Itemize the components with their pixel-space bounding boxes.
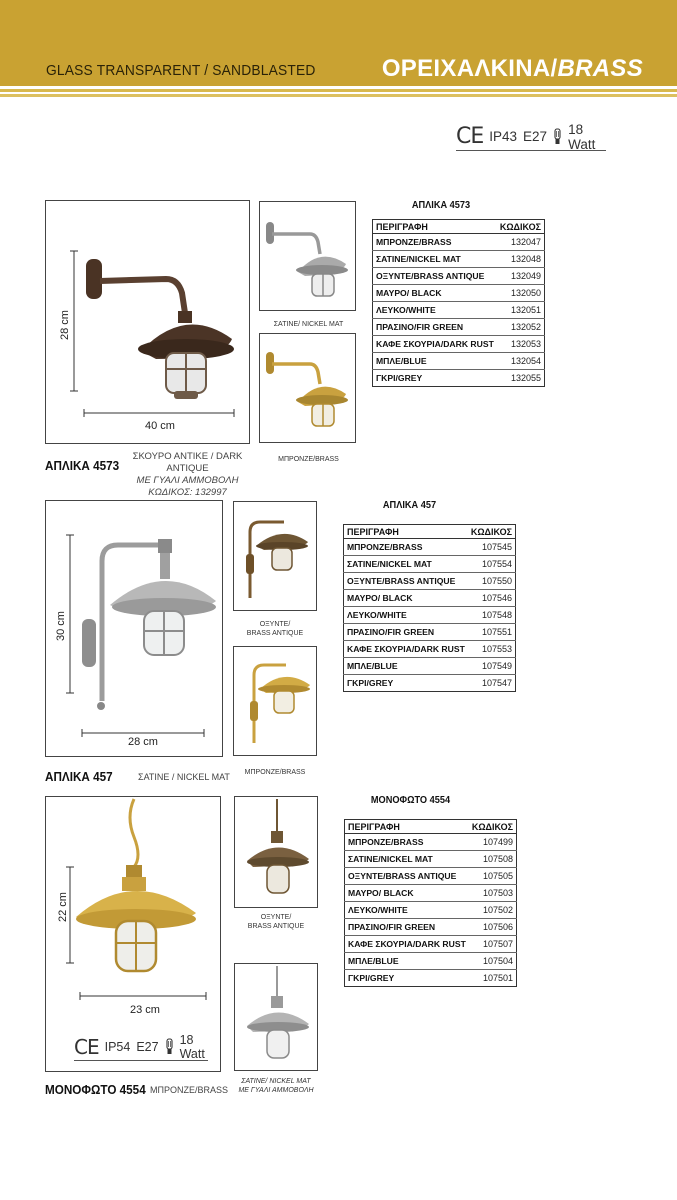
row-description: ΓΚΡΙ/GREY bbox=[376, 373, 423, 383]
table-row bbox=[373, 302, 545, 319]
table-row bbox=[344, 607, 516, 624]
certification-row bbox=[74, 1033, 208, 1061]
table-row bbox=[373, 251, 545, 268]
row-code: 107550 bbox=[468, 573, 516, 590]
row-description: ΜΑΥΡΟ/ BLACK bbox=[345, 885, 469, 902]
row-description: ΣΑΤΙΝΕ/NICKEL MAT bbox=[345, 851, 469, 868]
table-row bbox=[373, 234, 545, 251]
row-description: ΜΠΛΕ/BLUE bbox=[344, 658, 468, 675]
table-row bbox=[345, 851, 517, 868]
row-description: ΜΠΛΕ/BLUE bbox=[373, 353, 497, 370]
socket-type: E27 bbox=[523, 129, 548, 144]
row-code: 107503 bbox=[469, 885, 517, 902]
wall-lamp-brass-image bbox=[260, 334, 357, 444]
column-header: ΚΩΔΙΚΟΣ bbox=[468, 525, 516, 539]
table-row bbox=[344, 539, 516, 556]
variant-caption bbox=[234, 1077, 318, 1095]
row-description: ΓΚΡΙ/GREY bbox=[347, 678, 394, 688]
table-row bbox=[344, 624, 516, 641]
note-line: ΜΕ ΓΥΑΛΙ ΑΜΜΟΒΟΛΗ bbox=[136, 475, 239, 486]
main-product-photo bbox=[45, 500, 223, 757]
row-code: 107502 bbox=[469, 902, 517, 919]
row-code: 107504 bbox=[469, 953, 517, 970]
variant-photo-brass-antique bbox=[234, 796, 318, 908]
height-dimension: 22 cm bbox=[57, 892, 69, 922]
note-line: ΚΩΔΙΚΟΣ: 132997 bbox=[148, 487, 227, 498]
row-code: 132051 bbox=[497, 302, 545, 319]
product-name: ΜΟΝΟΦΩΤΟ 4554 bbox=[45, 1082, 146, 1097]
caption-line: ΜΕ ΓΥΑΛΙ ΑΜΜΟΒΟΛΗ bbox=[238, 1087, 314, 1094]
row-code: 132053 bbox=[497, 336, 545, 353]
row-description: ΛΕΥΚΟ/WHITE bbox=[345, 902, 469, 919]
spec-table bbox=[344, 819, 517, 987]
table-row bbox=[345, 953, 517, 970]
width-dimension: 23 cm bbox=[130, 1004, 160, 1016]
table-row bbox=[345, 885, 517, 902]
certification-row bbox=[456, 123, 606, 151]
height-dimension: 28 cm bbox=[59, 310, 71, 340]
row-description: ΛΕΥΚΟ/WHITE bbox=[344, 607, 468, 624]
row-description: ΣΑΤΙΝΕ/NICKEL MAT bbox=[373, 251, 497, 268]
row-description: ΟΞΥΝΤΕ/BRASS ANTIQUE bbox=[373, 268, 497, 285]
socket-type: E27 bbox=[136, 1039, 159, 1054]
table-row bbox=[373, 285, 545, 302]
table-row bbox=[344, 590, 516, 607]
table-header-row bbox=[344, 525, 516, 539]
table-header-row bbox=[373, 220, 545, 234]
table-row bbox=[345, 834, 517, 851]
table-row bbox=[373, 370, 545, 387]
variant-caption: ΣΑΤΙΝΕ/ NICKEL MAT bbox=[273, 321, 344, 328]
row-code: 132048 bbox=[497, 251, 545, 268]
variant-photo-brass bbox=[259, 333, 356, 443]
row-code: 107551 bbox=[468, 624, 516, 641]
row-code: 107506 bbox=[469, 919, 517, 936]
spec-table bbox=[372, 219, 545, 387]
row-code: 132055 bbox=[510, 373, 542, 383]
table-row bbox=[344, 675, 516, 692]
product-name: ΑΠΛΙΚΑ 4573 bbox=[45, 458, 120, 473]
row-description: ΟΞΥΝΤΕ/BRASS ANTIQUE bbox=[345, 868, 469, 885]
caption-line: BRASS ANTIQUE bbox=[246, 630, 304, 637]
header-title bbox=[382, 55, 643, 83]
row-description: ΟΞΥΝΤΕ/BRASS ANTIQUE bbox=[344, 573, 468, 590]
product-name: ΑΠΛΙΚΑ 457 bbox=[45, 769, 113, 784]
row-code: 132054 bbox=[497, 353, 545, 370]
table-row bbox=[345, 919, 517, 936]
row-code: 107549 bbox=[468, 658, 516, 675]
bulb-icon bbox=[165, 1038, 174, 1056]
spec-table bbox=[343, 524, 516, 692]
column-header: ΠΕΡΙΓΡΑΦΗ bbox=[344, 525, 468, 539]
table-row bbox=[344, 573, 516, 590]
bulb-icon bbox=[553, 128, 562, 146]
row-code: 107505 bbox=[469, 868, 517, 885]
header-title-greek: ΟΡΕΙΧΑΛΚΙΝΑ/ bbox=[381, 55, 558, 82]
row-code: 107499 bbox=[469, 834, 517, 851]
row-code: 132049 bbox=[497, 268, 545, 285]
row-code: 107546 bbox=[468, 590, 516, 607]
wattage: 18 Watt bbox=[568, 121, 596, 152]
caption-line: ΣΑΤΙΝΕ/ NICKEL MAT bbox=[241, 1078, 311, 1085]
row-description: ΜΑΥΡΟ/ BLACK bbox=[344, 590, 468, 607]
table-row bbox=[345, 970, 517, 987]
ce-mark: CE bbox=[74, 1034, 99, 1059]
table-row bbox=[345, 868, 517, 885]
main-product-photo bbox=[45, 796, 221, 1072]
row-code: 107548 bbox=[468, 607, 516, 624]
row-code: 132052 bbox=[497, 319, 545, 336]
row-description: ΚΑΦΕ ΣΚΟΥΡΙΑ/DARK RUST bbox=[373, 336, 497, 353]
wall-lamp-nickel-image bbox=[46, 501, 224, 758]
height-dimension: 30 cm bbox=[55, 611, 67, 641]
wall-lamp-brass-image bbox=[234, 647, 318, 757]
table-row bbox=[344, 658, 516, 675]
ip-rating: IP54 bbox=[104, 1039, 131, 1054]
caption-line: ΟΞΥΝΤΕ/ bbox=[260, 914, 292, 921]
row-description: ΣΑΤΙΝΕ/NICKEL MAT bbox=[344, 556, 468, 573]
table-row bbox=[373, 353, 545, 370]
table-title: ΑΠΛΙΚΑ 457 bbox=[382, 500, 437, 511]
width-dimension: 28 cm bbox=[128, 736, 158, 748]
row-code: 132050 bbox=[497, 285, 545, 302]
ce-mark: CE bbox=[456, 124, 484, 149]
wall-lamp-dark-antique-image bbox=[46, 201, 251, 445]
row-code: 132047 bbox=[497, 234, 545, 251]
pendant-lamp-brass-antique-image bbox=[235, 797, 319, 909]
row-description: ΛΕΥΚΟ/WHITE bbox=[373, 302, 497, 319]
pendant-lamp-nickel-image bbox=[235, 964, 319, 1072]
row-description: ΜΠΡΟΝΖΕ/BRASS bbox=[373, 234, 497, 251]
row-code: 107507 bbox=[469, 936, 517, 953]
row-description: ΚΑΦΕ ΣΚΟΥΡΙΑ/DARK RUST bbox=[345, 936, 469, 953]
table-row bbox=[344, 556, 516, 573]
row-description: ΠΡΑΣΙΝΟ/FIR GREEN bbox=[373, 319, 497, 336]
variant-photo-brass bbox=[233, 646, 317, 756]
row-description: ΜΑΥΡΟ/ BLACK bbox=[373, 285, 497, 302]
caption-line: ΟΞΥΝΤΕ/ bbox=[259, 621, 291, 628]
table-title: ΜΟΝΟΦΩΤΟ 4554 bbox=[370, 795, 451, 806]
wattage: 18 Watt bbox=[179, 1032, 205, 1061]
table-row bbox=[373, 268, 545, 285]
ip-rating: IP43 bbox=[489, 129, 518, 144]
main-product-photo bbox=[45, 200, 250, 444]
row-description: ΜΠΡΟΝΖΕ/BRASS bbox=[344, 539, 468, 556]
row-description: ΜΠΛΕ/BLUE bbox=[345, 953, 469, 970]
column-header: ΠΕΡΙΓΡΑΦΗ bbox=[345, 820, 469, 834]
table-row bbox=[344, 641, 516, 658]
note-line: ΣΚΟΥΡΟ ΑΝΤΙΚΕ / DARK ANTIQUE bbox=[132, 451, 243, 474]
product-finish: ΣΑΤΙΝΕ / NICKEL MAT bbox=[138, 772, 230, 782]
row-code: 107554 bbox=[468, 556, 516, 573]
variant-caption bbox=[234, 913, 318, 931]
column-header: ΠΕΡΙΓΡΑΦΗ bbox=[373, 220, 497, 234]
header-subtitle: GLASS TRANSPARENT / SANDBLASTED bbox=[46, 62, 316, 79]
row-description: ΓΚΡΙ/GREY bbox=[348, 973, 395, 983]
table-title: ΑΠΛΙΚΑ 4573 bbox=[411, 200, 471, 211]
row-code: 107501 bbox=[482, 973, 514, 983]
table-row bbox=[345, 902, 517, 919]
header-title-english: BRASS bbox=[557, 55, 643, 82]
variant-photo-nickel bbox=[259, 201, 356, 311]
row-code: 107545 bbox=[468, 539, 516, 556]
product-note bbox=[120, 451, 255, 499]
row-description: ΠΡΑΣΙΝΟ/FIR GREEN bbox=[345, 919, 469, 936]
width-dimension: 40 cm bbox=[145, 420, 175, 432]
variant-caption bbox=[233, 620, 317, 638]
caption-line: BRASS ANTIQUE bbox=[247, 923, 305, 930]
wall-lamp-brass-antique-image bbox=[234, 502, 318, 612]
table-header-row bbox=[345, 820, 517, 834]
variant-caption: ΜΠΡΟΝΖΕ/BRASS bbox=[244, 769, 306, 776]
variant-photo-nickel bbox=[234, 963, 318, 1071]
row-description: ΚΑΦΕ ΣΚΟΥΡΙΑ/DARK RUST bbox=[344, 641, 468, 658]
stripe bbox=[0, 94, 677, 97]
row-code: 107508 bbox=[469, 851, 517, 868]
variant-caption: ΜΠΡΟΝΖΕ/BRASS bbox=[278, 456, 339, 463]
wall-lamp-nickel-image bbox=[260, 202, 357, 312]
row-description: ΜΠΡΟΝΖΕ/BRASS bbox=[345, 834, 469, 851]
row-description: ΠΡΑΣΙΝΟ/FIR GREEN bbox=[344, 624, 468, 641]
row-code: 107553 bbox=[468, 641, 516, 658]
variant-photo-brass-antique bbox=[233, 501, 317, 611]
column-header: ΚΩΔΙΚΟΣ bbox=[497, 220, 545, 234]
table-row bbox=[373, 319, 545, 336]
product-finish: ΜΠΡΟΝΖΕ/BRASS bbox=[150, 1085, 229, 1095]
row-code: 107547 bbox=[481, 678, 513, 688]
column-header: ΚΩΔΙΚΟΣ bbox=[469, 820, 517, 834]
table-row bbox=[373, 336, 545, 353]
table-row bbox=[345, 936, 517, 953]
